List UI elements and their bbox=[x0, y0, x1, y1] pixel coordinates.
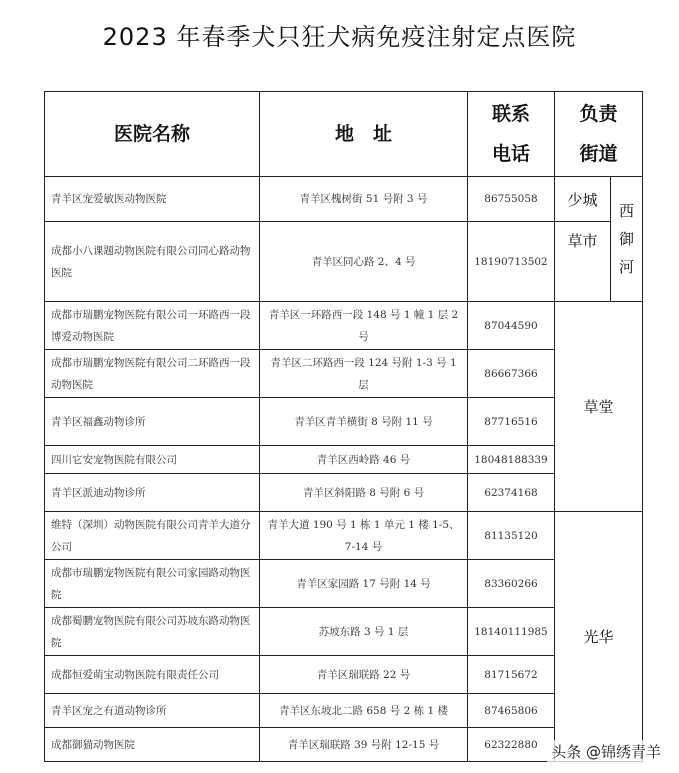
hospital-phone: 86755058 bbox=[468, 177, 555, 222]
hospital-phone: 18048188339 bbox=[468, 446, 555, 474]
street-xiyuhe-char: 御 bbox=[619, 230, 635, 248]
table-row bbox=[45, 560, 643, 608]
table-row bbox=[45, 398, 643, 446]
hospital-name: 青羊区派迪动物诊所 bbox=[45, 474, 260, 512]
hospital-phone: 86667366 bbox=[468, 350, 555, 398]
header-phone-line1: 联系 bbox=[491, 103, 530, 125]
street-xiyuhe bbox=[611, 177, 643, 302]
hospital-address: 青羊区同心路 2、4 号 bbox=[260, 222, 468, 302]
hospital-name: 四川它安宠物医院有限公司 bbox=[45, 446, 260, 474]
table-row bbox=[45, 656, 643, 694]
hospital-address: 青羊区槐树街 51 号附 3 号 bbox=[260, 177, 468, 222]
header-phone-line2: 电话 bbox=[491, 143, 530, 165]
table-row bbox=[45, 446, 643, 474]
street-guanghua: 光华 bbox=[555, 512, 643, 762]
hospital-phone: 87716516 bbox=[468, 398, 555, 446]
hospital-address: 青羊区瑞联路 22 号 bbox=[260, 656, 468, 694]
hospital-name: 成都蜀鹏宠物医院有限公司苏坡东路动物医院 bbox=[45, 608, 260, 656]
hospital-address: 苏坡东路 3 号 1 层 bbox=[260, 608, 468, 656]
header-street-line1: 负责 bbox=[579, 103, 618, 125]
table-row bbox=[45, 177, 643, 222]
hospital-phone: 81135120 bbox=[468, 512, 555, 560]
watermark: 头条 @锦绣青羊 bbox=[547, 740, 665, 763]
header-name: 医院名称 bbox=[45, 92, 260, 177]
hospital-table bbox=[44, 91, 643, 762]
header-street bbox=[555, 92, 643, 177]
hospital-phone: 87044590 bbox=[468, 302, 555, 350]
hospital-name: 维特（深圳）动物医院有限公司青羊大道分公司 bbox=[45, 512, 260, 560]
hospital-name: 成都御猫动物医院 bbox=[45, 728, 260, 762]
street-xiyuhe-char: 西 bbox=[619, 202, 635, 220]
hospital-phone: 62374168 bbox=[468, 474, 555, 512]
table-row bbox=[45, 350, 643, 398]
hospital-name: 成都市瑞鹏宠物医院有限公司一环路西一段博爱动物医院 bbox=[45, 302, 260, 350]
hospital-name: 青羊区宠爱敏医动物医院 bbox=[45, 177, 260, 222]
table-row bbox=[45, 302, 643, 350]
hospital-phone: 83360266 bbox=[468, 560, 555, 608]
hospital-address: 青羊区瑞联路 39 号附 12-15 号 bbox=[260, 728, 468, 762]
street-caotang: 草堂 bbox=[555, 302, 643, 512]
hospital-address: 青羊区青羊横街 8 号附 11 号 bbox=[260, 398, 468, 446]
hospital-address: 青羊区斜阳路 8 号附 6 号 bbox=[260, 474, 468, 512]
hospital-address: 青羊区西岭路 46 号 bbox=[260, 446, 468, 474]
hospital-address: 青羊区家园路 17 号附 14 号 bbox=[260, 560, 468, 608]
street-shaocheng: 少城 bbox=[555, 177, 611, 222]
hospital-address: 青羊区一环路西一段 148 号 1 幢 1 层 2 号 bbox=[260, 302, 468, 350]
hospital-name: 青羊区福鑫动物诊所 bbox=[45, 398, 260, 446]
table-row bbox=[45, 608, 643, 656]
hospital-name: 成都恒爱萌宝动物医院有限责任公司 bbox=[45, 656, 260, 694]
street-caoshi: 草市 bbox=[555, 222, 611, 302]
street-xiyuhe-char: 河 bbox=[619, 258, 635, 276]
hospital-name: 青羊区宠之有道动物诊所 bbox=[45, 694, 260, 728]
hospital-address: 青羊区二环路西一段 124 号附 1-3 号 1 层 bbox=[260, 350, 468, 398]
table-row bbox=[45, 222, 643, 302]
table-header-row bbox=[45, 92, 643, 177]
hospital-name: 成都小八课题动物医院有限公司同心路动物医院 bbox=[45, 222, 260, 302]
hospital-phone: 81715672 bbox=[468, 656, 555, 694]
hospital-address: 青羊大道 190 号 1 栋 1 单元 1 楼 1-5、7-14 号 bbox=[260, 512, 468, 560]
hospital-phone: 18140111985 bbox=[468, 608, 555, 656]
hospital-name: 成都市瑞鹏宠物医院有限公司二环路西一段动物医院 bbox=[45, 350, 260, 398]
hospital-phone: 18190713502 bbox=[468, 222, 555, 302]
header-address: 地 址 bbox=[260, 92, 468, 177]
hospital-phone: 87465806 bbox=[468, 694, 555, 728]
table-row bbox=[45, 474, 643, 512]
hospital-name: 成都市瑞鹏宠物医院有限公司家园路动物医院 bbox=[45, 560, 260, 608]
hospital-phone: 62322880 bbox=[468, 728, 555, 762]
table-row bbox=[45, 512, 643, 560]
hospital-address: 青羊区东坡北二路 658 号 2 栋 1 楼 bbox=[260, 694, 468, 728]
table-row bbox=[45, 694, 643, 728]
header-street-line2: 街道 bbox=[579, 143, 618, 165]
page-title: 2023 年春季犬只狂犬病免疫注射定点医院 bbox=[102, 23, 577, 51]
header-phone bbox=[468, 92, 555, 177]
